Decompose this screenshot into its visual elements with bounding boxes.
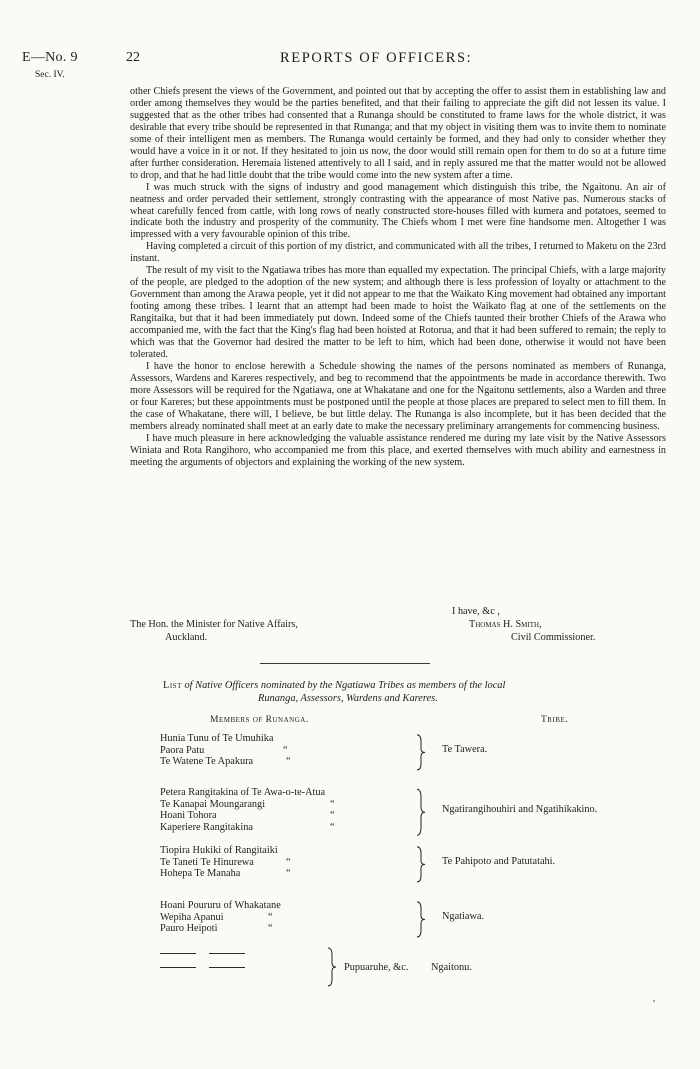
ditto-mark: “ [283,744,288,756]
member-name: Hoani Tohora [160,810,217,822]
member-name: Te Taneti Te Hinurewa [160,856,254,868]
ditto-mark: “ [330,810,335,822]
paragraph: other Chiefs present the views of the Government, and pointed out that by accepting the offer to assist them in establishing law and order among themselves they would be the parties benefited, and that their failing to appreciate the gift did not lessen its value. I suggested that as the other tribes had consented that a Runanga should be constituted to frame laws for the whole district, it was desirable that every tribe should be represented in that Runanga; and that my object in visiting them was to invite them to nominate some of their intelligent men as members. The Runanga would certainly be formed, and they had only to consider whether they would have a voice in it or not. If they hesitated to join us now, the door would still remain open for them to do so at a future time after further consideration. Heremaia listened attentively to all I said, and in reply assured me that the matter would not be allowed to drop, and that he had little doubt that the tribe would come into the new system after a time. [130,86,666,181]
page-number: 22 [126,50,140,65]
nominee-group [160,845,680,880]
closing-phrase: I have, &c , [452,606,500,617]
member-name: Hunia Tunu of Te Umuhika [160,733,274,744]
tribe-column-heading: Tribe. [541,715,569,725]
ditto-mark: “ [286,868,291,880]
tribe-name: Ngatirangihouhiri and Ngatihikakino. [442,804,598,816]
document-reference: E—No. 9 [22,50,78,65]
right-brace-icon [416,846,426,883]
ditto-mark: “ [286,856,291,868]
tribe-name: Ngaitonu. [431,962,472,973]
member-name: Wepiha Apanui [160,911,224,923]
tribe-name: Te Tawera. [442,744,488,756]
nominee-group [160,787,680,833]
ditto-mark: “ [330,821,335,833]
blank-dash [160,953,196,954]
ditto-mark: “ [268,911,273,923]
right-brace-icon [416,901,426,938]
addressee-city: Auckland. [165,632,208,643]
right-brace-icon [416,734,426,771]
member-name: Kaperiere Rangitakina [160,821,253,833]
list-caption-text: of Native Officers nominated by the Ngatiawa Tribes as members of the local [181,680,506,691]
list-caption-prefix: List [163,680,182,691]
member-name: Petera Rangitakina of Te Awa-o-te-Atua [160,787,326,798]
blank-dash [209,953,245,954]
right-brace-icon [416,788,426,836]
paragraph: I was much struck with the signs of industry and good management which distinguish this tribe, the Ngaitonu. An air of neatness and order pervaded their settlement, strongly contrasting with the appearance of most Native pas. Numerous stacks of wheat carefully fenced from cattle, with long rows of neatly constructed store-houses filled with kumera and potatoes, seemed to indicate both the industry and prosperity of the community. The Chiefs whom I met were fine handsome men. Altogether I was impressed with a very favourable opinion of this tribe. [130,181,666,241]
place-name: Pupuaruhe, &c. [344,962,409,973]
signature-name: Thomas H. Smith, [469,619,542,630]
paragraph: The result of my visit to the Ngatiawa tribes has more than equalled my expectation. The principal Chiefs, with a large majority of the people, are pledged to the adoption of the new system; and although there is less profession of loyalty or attachment to the Government than among the Arawa people, yet it did not appear to me that the Waikato King movement had obtained any important footing among these tribes. I learnt that an attempt had been made to hoist the Waikato flag at one of the settlements on the Rangitaika, but that it had been immediately put down. Indeed some of the Chiefs taunted their brother Chiefs of the Arawa who accompanied me, with the fact that the King's flag had been hoisted at Rotorua, and that it had been suffered to remain; the reply to which was that the Governor had desired the matter to be left to him, which had been done, otherwise it would not have been tolerated. [130,265,666,360]
right-brace-icon [327,947,337,987]
nominee-group [160,900,680,935]
member-name: Hoani Poururu of Whakatane [160,900,281,911]
paragraph: Having completed a circuit of this portion of my district, and communicated with all the tribes, I returned to Maketu on the 23rd instant. [130,241,666,265]
signature-role: Civil Commissioner. [511,632,596,643]
tribe-name: Ngatiawa. [442,911,485,923]
section-label: Sec. IV. [35,70,65,80]
member-name: Tiopira Hukiki of Rangitaiki [160,845,278,856]
blank-dash [160,967,196,968]
page-title: REPORTS OF OFFICERS: [280,50,473,66]
list-caption [163,680,505,691]
section-divider [260,663,430,664]
addressee: The Hon. the Minister for Native Affairs, [130,619,298,630]
member-name: Pauro Heipoti [160,923,218,935]
member-name: Hohepa Te Manaha [160,868,241,880]
tribe-name: Te Pahipoto and Patutatahi. [442,856,556,868]
nominee-group [160,733,680,768]
list-caption-continued: Runanga, Assessors, Wardens and Kareres. [258,693,438,704]
ditto-mark: “ [286,756,291,768]
blank-dash [209,967,245,968]
letter-body [130,86,666,469]
paragraph: I have the honor to enclose herewith a Schedule showing the names of the persons nominated as members of Runanga, Assessors, Wardens and Kareres respectively, and beg to recommend that the appointments be made in accordance therewith. Two more Assessors will be required for the Ngatiawa, one at Whakatane and one for the Ngaitonu settlements, also a Warden and three or four Kareres; but these appointments must be postponed until the people at those places are prepared to select men to fill them. In the case of Whakatane, there will, I believe, be but little delay. The Runanga is also incomplete, but it has been decided that the members already nominated shall meet at an early date to make the necessary preliminary arrangements for commencing business. [130,360,666,432]
member-name: Te Kanapai Moungarangi [160,798,266,810]
members-column-heading: Members of Runanga. [210,715,309,725]
paragraph: I have much pleasure in here acknowledging the valuable assistance rendered me during my late visit by the Native Assessors Winiata and Rota Rangihoro, who accompanied me from this place, and exerted themselves with much ability and earnestness in meeting the arguments of objectors and explaining the working of the new system. [130,432,666,468]
member-name: Paora Patu [160,744,205,756]
member-name: Te Watene Te Apakura [160,756,254,768]
ditto-mark: “ [268,923,273,935]
ditto-mark: “ [330,798,335,810]
print-speck [653,1000,655,1002]
